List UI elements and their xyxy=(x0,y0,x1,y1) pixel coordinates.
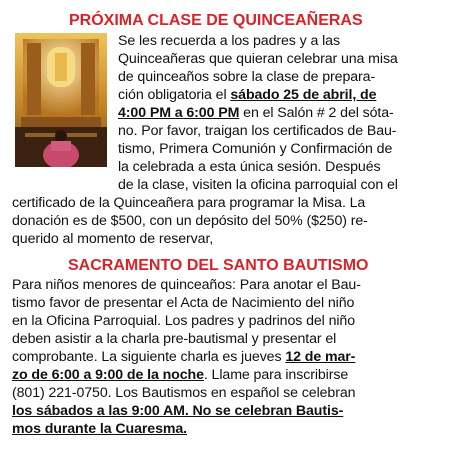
charla-date-highlight: 12 de mar- xyxy=(285,349,356,365)
s1-line-5-text: en el Salón # 2 del sóta- xyxy=(239,105,394,121)
lent-notice-highlight: mos durante la Cuaresma. xyxy=(12,421,188,437)
s1-line-8: la celebrada a esta única sesión. Después xyxy=(118,159,381,175)
s1-line-1: Se les recuerda a los padres y a las xyxy=(118,33,340,49)
s2-line-1: Para niños menores de quinceaños: Para anotar el Bau- xyxy=(12,277,361,293)
section-title-bautismo: SACRAMENTO DEL SANTO BAUTISMO xyxy=(68,257,369,274)
section-title-quinceaneras: PRÓXIMA CLASE DE QUINCEAÑERAS xyxy=(69,12,363,29)
s1-line-3: de quinceaños sobre la clase de prepara- xyxy=(118,69,376,85)
s2-line-8 xyxy=(12,402,343,420)
baptism-schedule-highlight: los sábados a las 9:00 AM. No se celebran Bautis- xyxy=(12,403,344,419)
s2-line-4: deben asistir a la charla pre-bautismal y presentar el xyxy=(12,331,337,347)
s1-line-10: certificado de la Quinceañera para programar la Misa. La xyxy=(12,195,366,211)
s2-line-7: (801) 221-0750. Los Bautismos en español se celebran xyxy=(12,385,356,401)
s1-line-12: querido al momento de reservar, xyxy=(12,231,214,247)
s1-line-9: de la clase, visiten la oficina parroquial con el xyxy=(118,177,398,193)
s1-line-2: Quinceañeras que quieran celebrar una misa xyxy=(118,51,398,67)
s1-line-7: tismo, Primera Comunión y Confirmación de xyxy=(118,141,393,157)
s2-line-5 xyxy=(12,348,355,366)
s1-line-4-text: ción obligatoria el xyxy=(118,87,231,103)
charla-time-highlight: zo de 6:00 a 9:00 de la noche xyxy=(12,367,204,383)
s2-line-5-text: comprobante. La siguiente charla es jueves xyxy=(12,349,286,365)
s2-line-9 xyxy=(12,420,187,438)
s2-line-2: tismo favor de presentar el Acta de Nacimiento del niño xyxy=(12,295,355,311)
s2-line-6 xyxy=(12,366,348,384)
class-date-highlight: sábado 25 de abril, de xyxy=(230,87,377,103)
s2-line-6-text: . Llame para inscribirse xyxy=(203,367,349,383)
s2-line-3: en la Oficina Parroquial. Los padres y padrinos del niño xyxy=(12,313,355,329)
s1-line-6: no. Por favor, traigan los certificados de Bau- xyxy=(118,123,397,139)
s1-line-11: donación es de $500, con un depósito del 50% ($250) re- xyxy=(12,213,368,229)
s1-line-5 xyxy=(118,104,394,122)
quinceanera-altar-photo xyxy=(15,33,107,167)
s1-line-4 xyxy=(118,86,376,104)
class-time-highlight: 4:00 PM a 6:00 PM xyxy=(118,105,240,121)
